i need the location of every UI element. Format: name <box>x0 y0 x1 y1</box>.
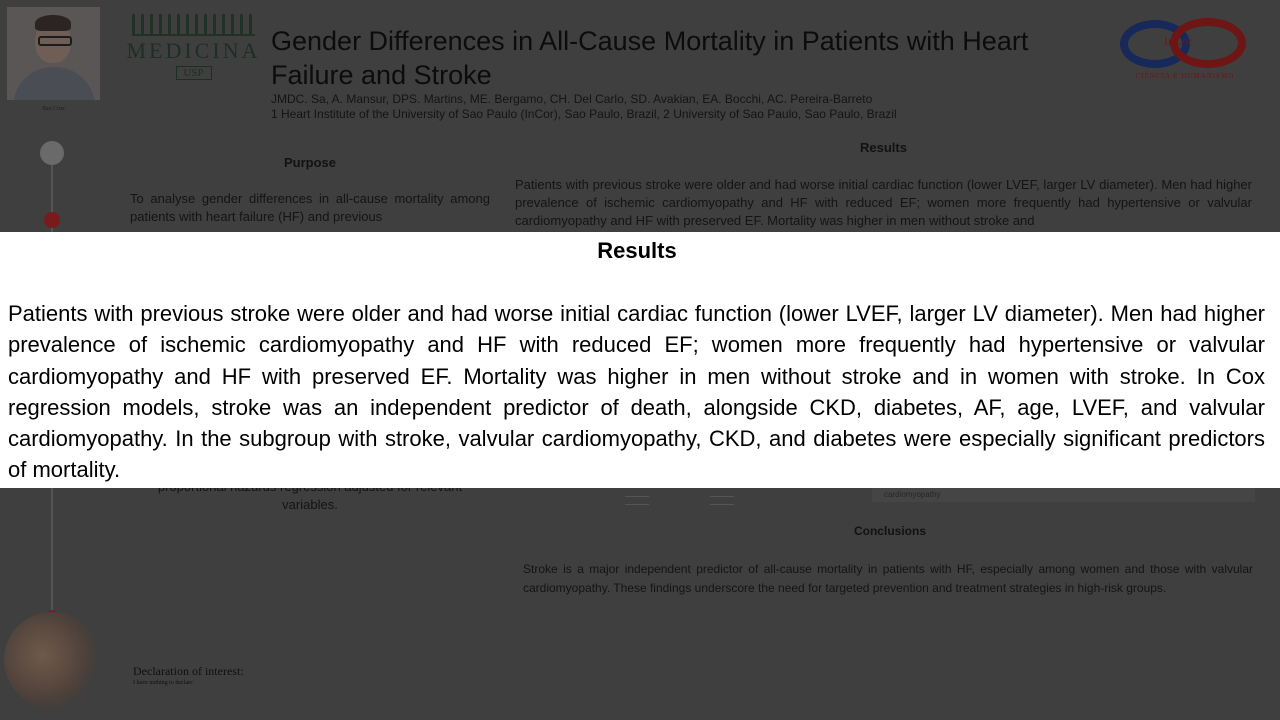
presenter-photo <box>7 7 100 100</box>
results-zoom-heading: Results <box>597 238 677 263</box>
affiliations: 1 Heart Institute of the University of Sao Paulo (InCor), Sao Paulo, Brazil, 2 University of Sao Paulo, Sao Paulo, Brazil <box>271 107 897 121</box>
legend-line <box>710 496 734 497</box>
logo-pillars-icon <box>132 14 255 36</box>
conclusions-heading: Conclusions <box>853 524 926 538</box>
results-text-background: Patients with previous stroke were older and had worse initial cardiac function (lower LVEF, larger LV diameter). Men had higher prevalence of ischemic cardiomyopathy and HF with reduced EF; women more frequently had hypertensive or valvular cardiomyopathy and HF with preserved EF. Mortality was higher in men without stroke and <box>515 177 1252 228</box>
timeline-node-grey <box>40 141 64 165</box>
methods-text-tail: variables. <box>282 497 338 512</box>
purpose-heading: Purpose <box>283 155 336 170</box>
results-heading-background: Results <box>860 140 907 155</box>
incor-tagline: CIÊNCIA E HUMANISMO <box>1135 72 1235 80</box>
incor-logo <box>1120 14 1246 84</box>
photo-shirt <box>13 67 95 100</box>
legend-line <box>625 504 649 505</box>
declaration-heading: Declaration of interest: <box>133 664 244 678</box>
purpose-text: To analyse gender differences in all-cause mortality among patients with heart failure (HF) and previous <box>130 191 490 224</box>
legend-line <box>625 496 649 497</box>
chart-legend-faint <box>625 486 795 514</box>
results-table-faint <box>872 488 1255 502</box>
conclusions-text: Stroke is a major independent predictor of all-cause mortality in patients with HF, especially among women and those with valvular cardiomyopathy. These findings underscore the need for targeted prevention and treatment strategies in high-risk groups. <box>523 562 1253 595</box>
timeline-node-red <box>44 212 60 228</box>
incor-name: InCor <box>1164 34 1192 48</box>
declaration-text: I have nothing to declare <box>133 680 193 686</box>
legend-line <box>710 504 734 505</box>
poster-title: Gender Differences in All-Cause Mortality in Patients with Heart Failure and Stroke <box>271 26 1029 90</box>
photo-caption: Ilan Cruz <box>42 106 65 112</box>
decorative-flower-image <box>4 612 100 708</box>
photo-hair <box>35 15 71 31</box>
medicina-usp-logo <box>126 14 261 86</box>
results-zoom-text: Patients with previous stroke were older and had worse initial cardiac function (lower LVEF, larger LV diameter). Men had higher prevalence of ischemic cardiomyopathy and HF with reduced EF; women more frequently had hypertensive or valvular cardiomyopathy and HF with preserved EF. Mortality was higher in men without stroke and in women with stroke. In Cox regression models, stroke was an independent predictor of death, alongside CKD, diabetes, AF, age, LVEF, and valvular cardiomyopathy. In the subgroup with stroke, valvular cardiomyopathy, CKD, and diabetes were especially significant predictors of mortality. <box>8 301 1265 483</box>
table-cell: cardiomyopathy <box>884 490 941 499</box>
authors: JMDC. Sa, A. Mansur, DPS. Martins, ME. Bergamo, CH. Del Carlo, SD. Avakian, EA. Bocchi, AC. Pereira-Barreto <box>271 92 873 106</box>
logo-word: MEDICINA <box>126 38 261 63</box>
logo-sub: USP <box>176 66 212 80</box>
authors-block <box>271 92 1111 122</box>
photo-glasses <box>38 36 72 46</box>
